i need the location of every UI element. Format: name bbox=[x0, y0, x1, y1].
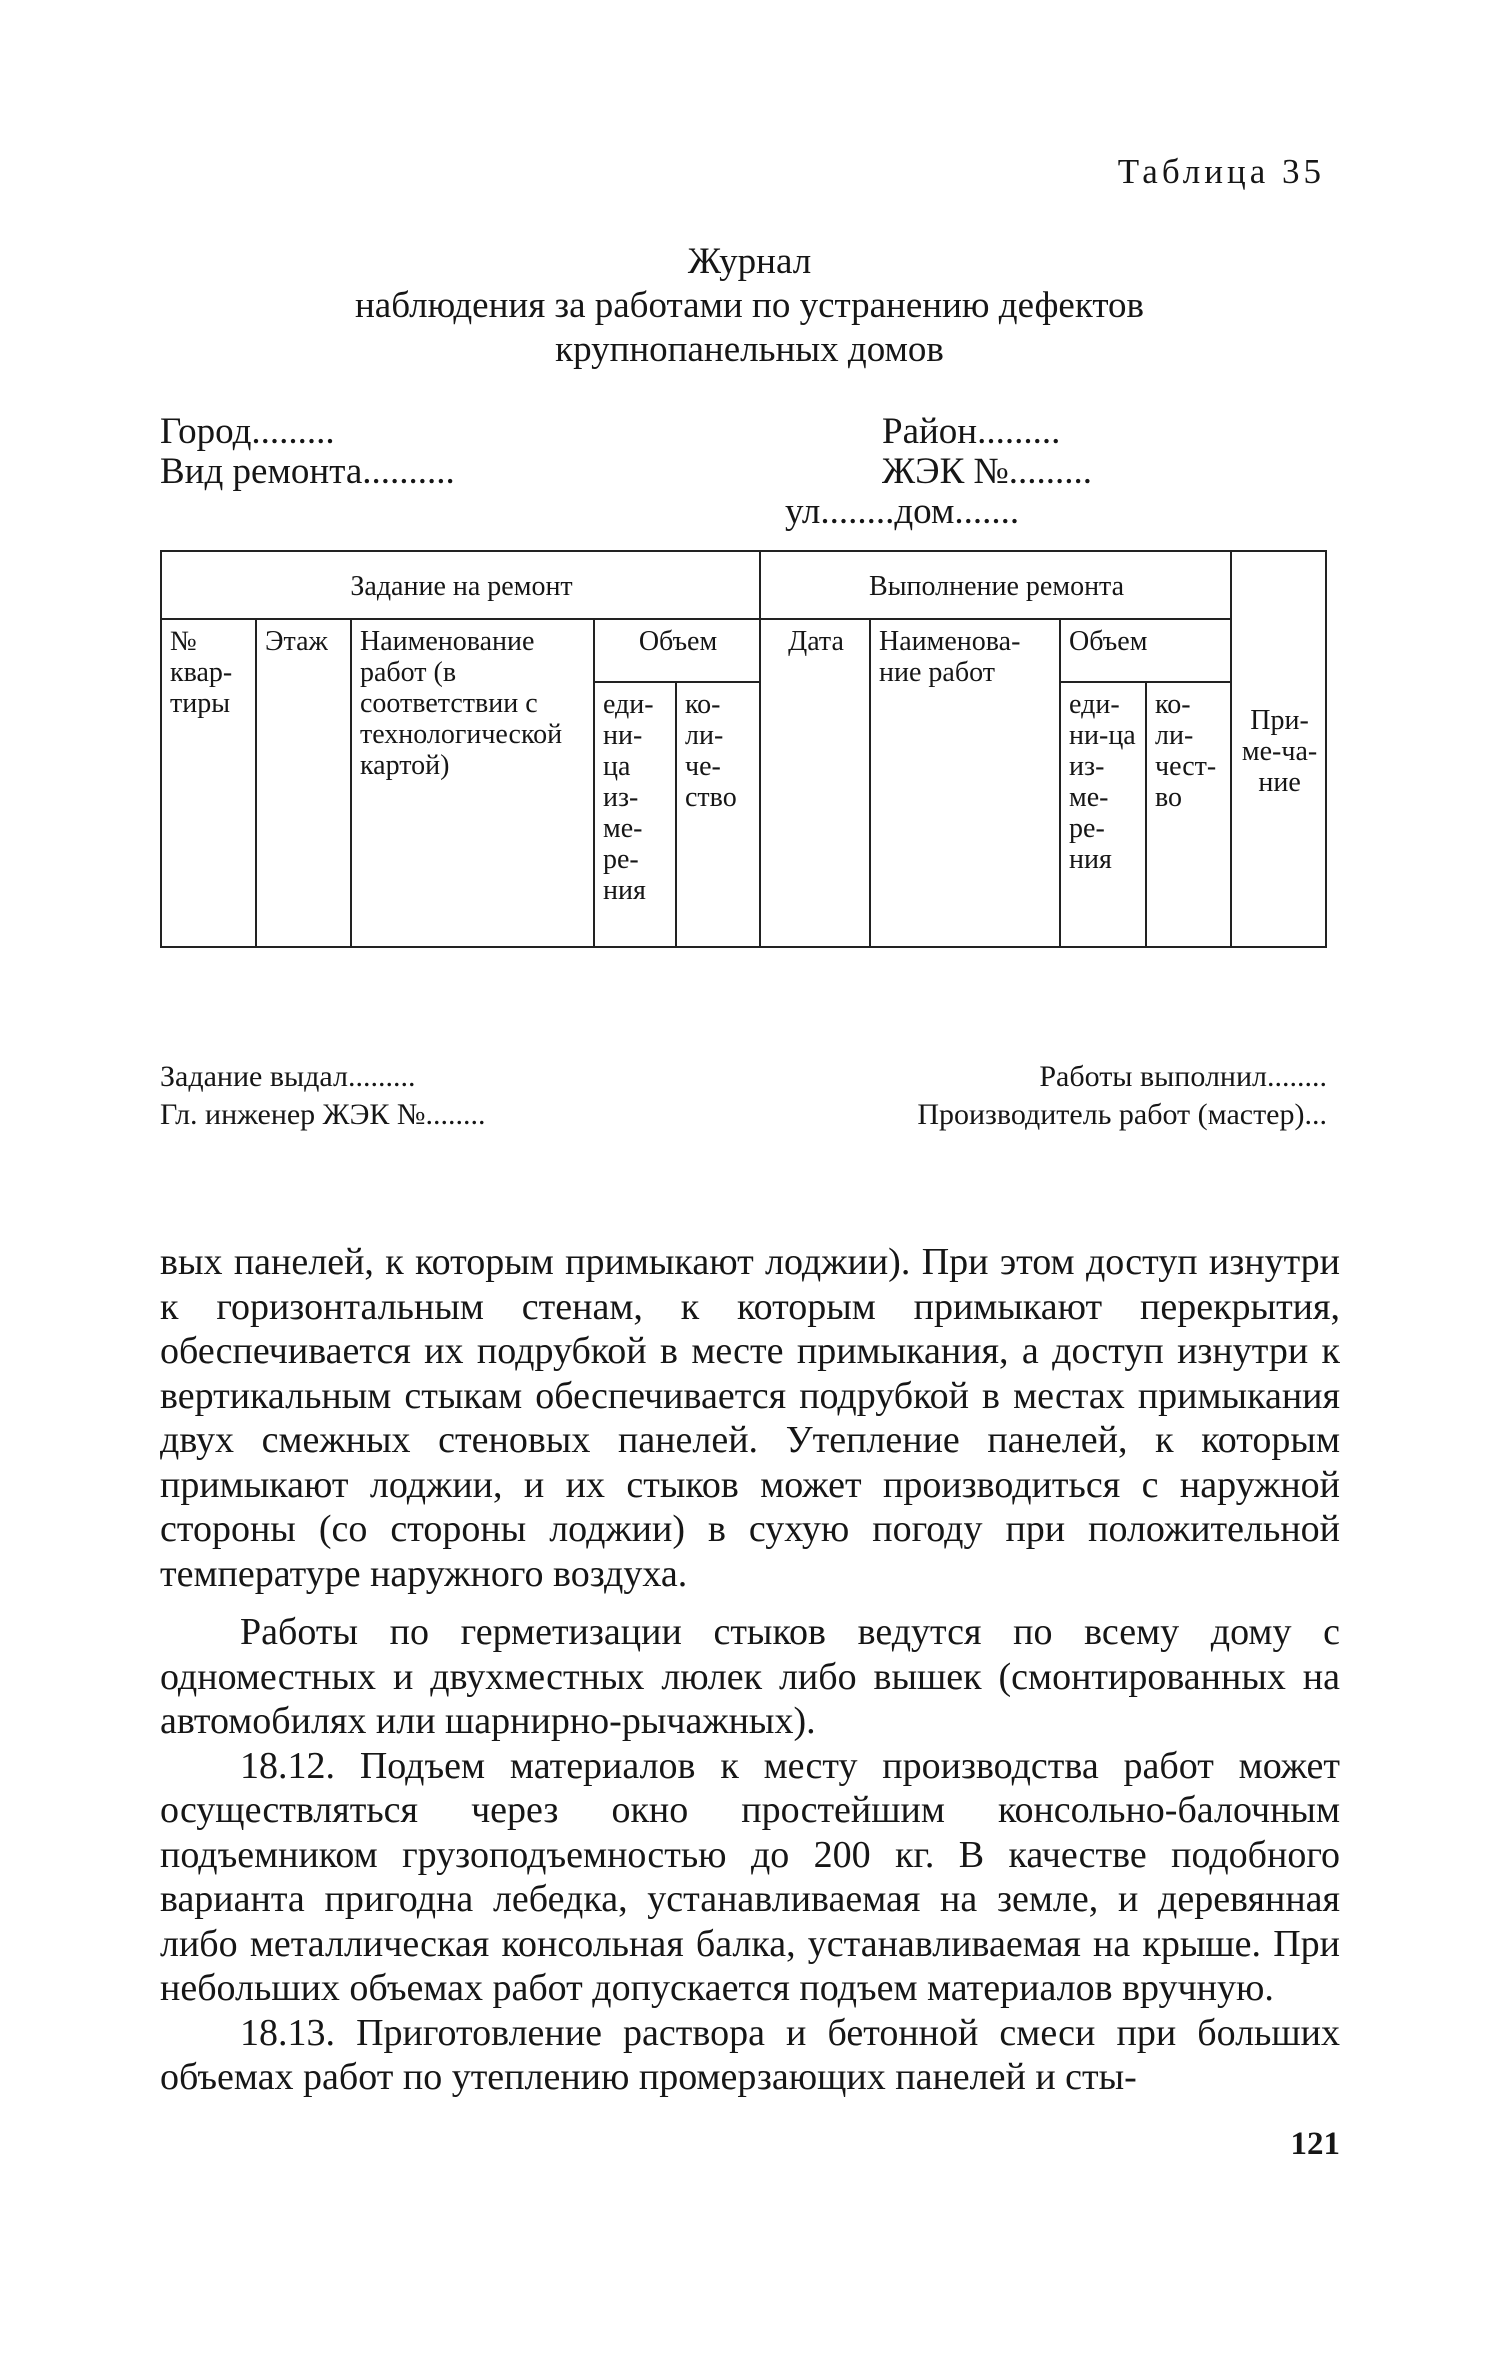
performed-by: Работы выполнил........ bbox=[1039, 1060, 1327, 1093]
paragraph: 18.12. Подъем материалов к месту производства работ может осуществляться через окно простейшим консольно-балочным подъемником грузоподъемностью до 200 кг. В качестве подобного варианта пригодна лебедка, устанавливаемая на земле, и деревянная либо металлическая консольная балка, устанавливаемая на крыше. При небольших объемах работ допускается подъем материалов вручную. bbox=[160, 1744, 1340, 2009]
journal-table bbox=[160, 550, 1327, 948]
unit2-header: еди-ни-ца из-ме-ре-ния bbox=[1060, 682, 1146, 947]
unit-header: еди-ни-ца из-ме-ре-ния bbox=[594, 682, 676, 947]
group-task-header: Задание на ремонт bbox=[161, 551, 760, 619]
paragraph: Работы по герметизации стыков ведутся по всему дому с одноместных и двухместных люлек либо вышек (смонтированных на автомобилях или шарнирно-рычажных). bbox=[160, 1611, 1340, 1742]
work-name2-header: Наименова-ние работ bbox=[870, 619, 1060, 947]
body-text bbox=[160, 1240, 1340, 2100]
floor-header: Этаж bbox=[256, 619, 351, 947]
work-name-header: Наименование работ (в соответствии с технологической картой) bbox=[351, 619, 594, 947]
page-number: 121 bbox=[1290, 2126, 1340, 2162]
journal-title: Журнал bbox=[687, 241, 812, 282]
quantity2-header: ко-ли-чест-во bbox=[1146, 682, 1231, 947]
paragraph: вых панелей, к которым примыкают лоджии). При этом доступ изнутри к горизонтальным стенам, к которым примыкают перекрытия, обеспечивается их подрубкой в месте примыкания, а доступ изнутри к вертикальным стыкам обеспечивается подрубкой в местах примыкания двух смежных стеновых панелей. Утепление панелей, к которым примыкают лоджии, и их стыков может производиться с наружной стороны (со стороны лоджии) в сухую погоду при положительной температуре наружного воздуха. bbox=[160, 1241, 1340, 1595]
repair-type-field: Вид ремонта.......... bbox=[160, 451, 455, 492]
group-execution-header: Выполнение ремонта bbox=[760, 551, 1231, 619]
table-label: Таблица 35 bbox=[1117, 152, 1325, 191]
district-field: Район......... bbox=[882, 411, 1061, 452]
volume2-header: Объем bbox=[1060, 619, 1231, 682]
foreman: Производитель работ (мастер)... bbox=[917, 1098, 1327, 1131]
zhek-field: ЖЭК №......... bbox=[882, 451, 1093, 492]
paragraph: 18.13. Приготовление раствора и бетонной смеси при больших объемах работ по утеплению промерзающих панелей и сты- bbox=[160, 2011, 1340, 2098]
apartment-header: № квар-тиры bbox=[161, 619, 256, 947]
issued-by: Задание выдал......... bbox=[160, 1060, 416, 1093]
date-header: Дата bbox=[760, 619, 870, 947]
volume-header: Объем bbox=[594, 619, 760, 682]
quantity-header: ко-ли-че-ство bbox=[676, 682, 760, 947]
journal-subtitle-2: крупнопанельных домов bbox=[555, 329, 944, 370]
street-house-field: ул........дом....... bbox=[785, 491, 1020, 532]
city-field: Город......... bbox=[160, 411, 335, 452]
note-header: При-ме-ча-ние bbox=[1231, 551, 1326, 947]
journal-subtitle: наблюдения за работами по устранению дефектов bbox=[355, 285, 1144, 326]
chief-engineer: Гл. инженер ЖЭК №........ bbox=[160, 1098, 486, 1131]
